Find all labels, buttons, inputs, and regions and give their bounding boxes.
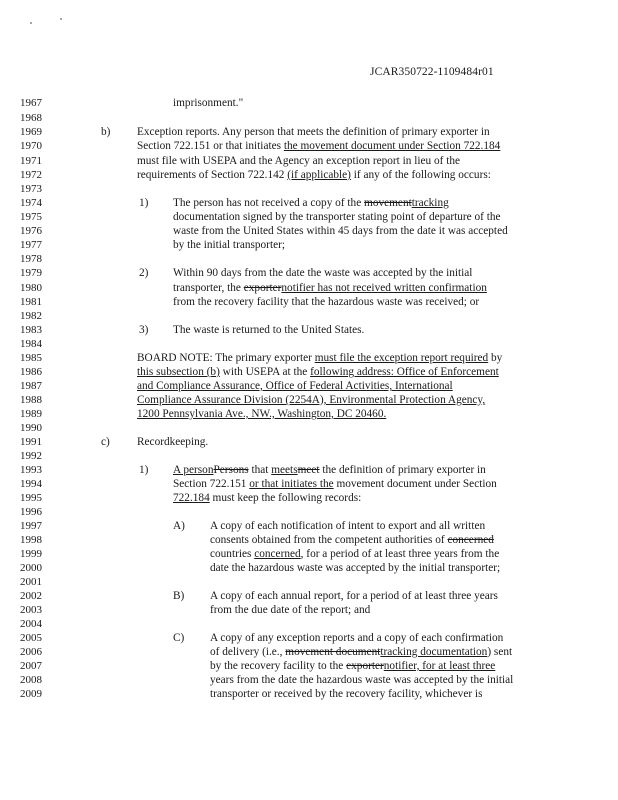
line-number: 1972 [20, 169, 42, 181]
body-line [173, 464, 486, 476]
line-number: 1989 [20, 408, 42, 420]
text-run: requirements of Section 722.142 [137, 169, 288, 181]
line-number: 1978 [20, 253, 42, 265]
body-line [173, 197, 449, 209]
line-number: 1994 [20, 478, 42, 490]
body-line: imprisonment." [173, 97, 244, 109]
line-number: 2001 [20, 576, 42, 588]
text-run: consents obtained from the competent authorities of [210, 534, 448, 546]
inserted-text: and Compliance Assurance, Office of Federal Activities, International [137, 380, 453, 392]
inserted-text: tracking [411, 197, 449, 209]
item-marker-b2: 2) [139, 267, 149, 279]
scan-speck [30, 22, 32, 24]
body-line: waste from the United States within 45 days from the date it was accepted [173, 225, 508, 237]
inserted-text: A person [173, 464, 214, 476]
line-number: 1984 [20, 338, 42, 350]
line-number: 1975 [20, 211, 42, 223]
document-id-header: JCAR350722-1109484r01 [370, 66, 494, 78]
line-number: 1995 [20, 492, 42, 504]
line-number: 1997 [20, 520, 42, 532]
line-number: 2002 [20, 590, 42, 602]
body-line [137, 155, 460, 167]
line-number: 1996 [20, 506, 42, 518]
inserted-text: tracking documentation [380, 646, 488, 658]
line-number: 2008 [20, 674, 42, 686]
text-run: movement document under Section [333, 478, 497, 490]
line-number: 1970 [20, 140, 42, 152]
deleted-text: exporter [346, 660, 384, 672]
line-number: 2004 [20, 618, 42, 630]
subsection-heading: Recordkeeping. [137, 436, 209, 448]
deleted-text: meet [297, 464, 320, 476]
text-run: Section 722.151 or that initiates [137, 140, 284, 152]
item-marker-b1: 1) [139, 197, 149, 209]
body-line: by the initial transporter; [173, 239, 285, 251]
body-line [173, 478, 497, 490]
line-number: 1976 [20, 225, 42, 237]
body-line [210, 660, 495, 672]
line-number: 1993 [20, 464, 42, 476]
item-marker-c1: 1) [139, 464, 149, 476]
body-line: date the hazardous waste was accepted by the initial transporter; [210, 562, 501, 574]
text-run: Section 722.151 [173, 478, 250, 490]
line-number: 1982 [20, 310, 42, 322]
line-number: 1999 [20, 548, 42, 560]
inserted-text: 1200 Pennsylvania Ave., NW., Washington, DC 20460. [137, 408, 387, 420]
inserted-text: following address: Office of Enforcement [310, 366, 499, 378]
text-run: must file with USEPA and the Agency an exception report in lieu of the [137, 155, 461, 167]
text-run: The person has not received a copy of the [173, 197, 365, 209]
text-run: that [248, 464, 272, 476]
line-number: 1985 [20, 352, 42, 364]
line-number: 2003 [20, 604, 42, 616]
body-line [137, 126, 490, 138]
body-line [210, 646, 512, 658]
inserted-text: the movement document under Section 722.184 [283, 140, 501, 152]
board-note [137, 394, 485, 406]
inserted-text: Compliance Assurance Division (2254A), Environmental Protection Agency, [137, 394, 486, 406]
item-marker-cA: A) [173, 520, 185, 532]
body-line: from the recovery facility that the hazardous waste was received; or [173, 296, 480, 308]
body-line: from the due date of the report; and [210, 604, 371, 616]
line-number: 1991 [20, 436, 42, 448]
line-number: 1967 [20, 97, 42, 109]
line-number: 1983 [20, 324, 42, 336]
body-line: years from the date the hazardous waste was accepted by the initial [210, 674, 514, 686]
line-number: 1986 [20, 366, 42, 378]
body-line: A copy of any exception reports and a copy of each confirmation [210, 632, 504, 644]
deleted-text: concerned [447, 534, 494, 546]
line-number: 1969 [20, 126, 42, 138]
board-note [137, 380, 453, 392]
inserted-text: 722.184 [173, 492, 210, 504]
line-number: 2000 [20, 562, 42, 574]
board-note [137, 408, 386, 420]
board-note [137, 352, 502, 364]
subsection-marker-c: c) [101, 436, 110, 448]
deleted-text: exporter [243, 282, 282, 294]
inserted-text: meets [271, 464, 298, 476]
subsection-marker-b: b) [101, 126, 111, 138]
line-number: 1979 [20, 267, 42, 279]
text-run: by [488, 352, 503, 364]
text-run: by the recovery facility to the [210, 660, 347, 672]
body-line [210, 548, 499, 560]
deleted-text: movement [364, 197, 412, 209]
line-number: 1988 [20, 394, 42, 406]
body-line: transporter or received by the recovery facility, whichever is [210, 688, 483, 700]
inserted-text: this subsection (b) [137, 366, 220, 378]
body-line [210, 534, 494, 546]
text-run: with USEPA at the [219, 366, 311, 378]
text-run: must keep the following records: [209, 492, 362, 504]
inserted-text: concerned [254, 548, 301, 560]
body-line [173, 492, 361, 504]
item-marker-b3: 3) [139, 324, 149, 336]
text-run: BOARD NOTE: The primary exporter [137, 352, 315, 364]
line-number: 2009 [20, 688, 42, 700]
line-number: 1977 [20, 239, 42, 251]
body-line [137, 140, 500, 152]
text-run: the definition of primary exporter in [319, 464, 486, 476]
body-line: documentation signed by the transporter stating point of departure of the [173, 211, 501, 223]
scan-speck [60, 18, 62, 20]
text-run: of delivery (i.e., [210, 646, 286, 658]
inserted-text: notifier has not received written confirmation [281, 282, 487, 294]
text-run: Exception reports. Any person that meets the definition of primary exporter in [137, 126, 490, 138]
body-line: The waste is returned to the United States. [173, 324, 365, 336]
line-number: 1968 [20, 112, 42, 124]
body-line [137, 169, 491, 181]
line-number: 1992 [20, 450, 42, 462]
deleted-text: movement document [285, 646, 381, 658]
inserted-text: (if applicable) [287, 169, 351, 181]
inserted-text: or that initiates the [249, 478, 334, 490]
item-marker-cC: C) [173, 632, 185, 644]
line-number: 1974 [20, 197, 42, 209]
item-marker-cB: B) [173, 590, 185, 602]
line-number: 1987 [20, 380, 42, 392]
inserted-text: must file the exception report required [314, 352, 489, 364]
text-run: transporter, the [173, 282, 244, 294]
line-number: 1980 [20, 282, 42, 294]
line-number: 2007 [20, 660, 42, 672]
line-number: 1973 [20, 183, 42, 195]
deleted-text: Persons [213, 464, 249, 476]
line-number: 1971 [20, 155, 42, 167]
text-run: ) sent [487, 646, 513, 658]
text-run: , for a period of at least three years from the [300, 548, 500, 560]
text-run: if any of the following occurs: [350, 169, 491, 181]
text-run: countries [210, 548, 255, 560]
line-number: 1990 [20, 422, 42, 434]
line-number: 1998 [20, 534, 42, 546]
body-line [173, 282, 487, 294]
body-line: Within 90 days from the date the waste was accepted by the initial [173, 267, 473, 279]
inserted-text: notifier, for at least three [383, 660, 496, 672]
line-number: 2006 [20, 646, 42, 658]
body-line: A copy of each notification of intent to export and all written [210, 520, 486, 532]
body-line: A copy of each annual report, for a period of at least three years [210, 590, 498, 602]
line-number: 2005 [20, 632, 42, 644]
board-note [137, 366, 499, 378]
line-number: 1981 [20, 296, 42, 308]
